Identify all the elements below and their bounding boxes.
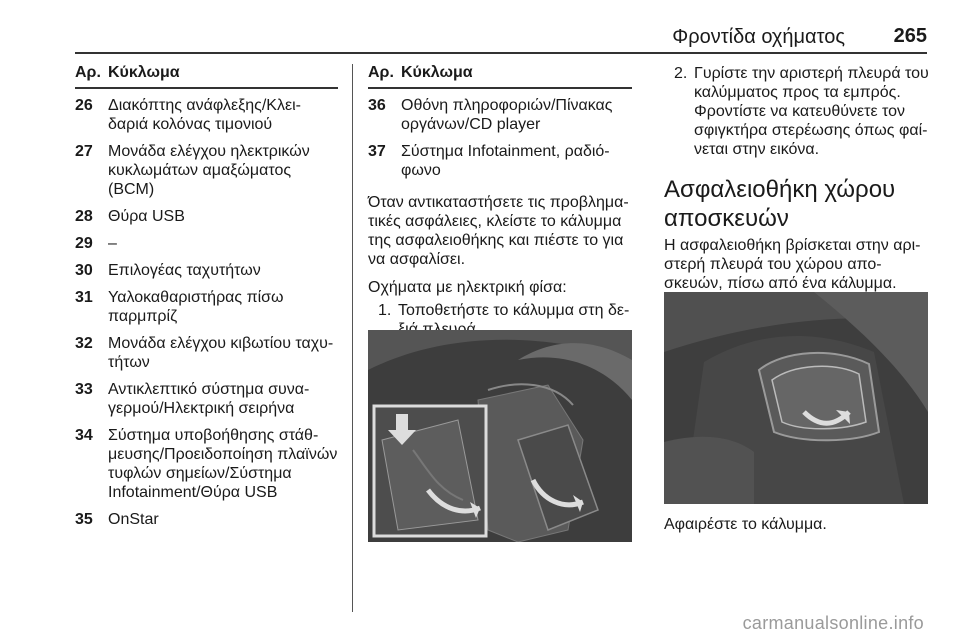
dashboard-fuse-cover-drawing bbox=[368, 330, 632, 542]
fuse-circuit: – bbox=[108, 235, 117, 252]
col-header-no: Αρ. bbox=[368, 64, 394, 81]
table-header-continued bbox=[368, 64, 632, 89]
fuse-row bbox=[75, 334, 338, 372]
fuse-number: 33 bbox=[75, 381, 93, 398]
fuse-row bbox=[75, 234, 338, 253]
fuse-row bbox=[368, 142, 632, 180]
section-text: Η ασφαλειοθήκη βρίσκεται στην αρι-στερή πλευρά του χώρου απο-σκευών, πίσω από ένα κάλυμμα. bbox=[664, 237, 921, 292]
fuse-cover-illustration bbox=[368, 330, 632, 542]
col-header-circuit: Κύκλωμα bbox=[401, 64, 473, 81]
fuse-circuit: Επιλογέας ταχυτήτων bbox=[108, 262, 261, 279]
step-number: 1. bbox=[378, 302, 392, 319]
fuse-row bbox=[75, 288, 338, 326]
fuse-table-left bbox=[75, 64, 338, 529]
table-header bbox=[75, 64, 338, 89]
page-header bbox=[75, 22, 927, 54]
fuse-row bbox=[75, 207, 338, 226]
fuse-row bbox=[75, 142, 338, 199]
fuse-row bbox=[75, 380, 338, 418]
fuse-row bbox=[75, 426, 338, 502]
fuse-row bbox=[368, 96, 632, 134]
figure-caption: Αφαιρέστε το κάλυμμα. bbox=[664, 516, 827, 533]
fuse-row bbox=[75, 96, 338, 134]
step-text: Γυρίστε την αριστερή πλευρά του καλύμματος προς τα εμπρός. Φροντίστε να κατευθύνετε τον σφιγκτήρα στερέωσης όπως φαί-νεται στην εικόνα. bbox=[694, 65, 929, 158]
fuse-circuit: Σύστημα Infotainment, ραδιό-φωνο bbox=[401, 143, 610, 179]
col-header-no: Αρ. bbox=[75, 64, 101, 81]
fuse-circuit: OnStar bbox=[108, 511, 159, 528]
fuse-number: 26 bbox=[75, 97, 93, 114]
fuse-circuit: Υαλοκαθαριστήρας πίσω παρμπρίζ bbox=[108, 289, 284, 325]
replace-fuse-paragraph: Όταν αντικαταστήσετε τις προβλημα-τικές ασφάλειες, κλείστε το κάλυμμα της ασφαλειοθήκης και πιέστε το για να ασφαλίσει. bbox=[368, 194, 629, 268]
page-number: 265 bbox=[893, 25, 927, 47]
section-title: Ασφαλειοθήκη χώρου αποσκευών bbox=[664, 176, 896, 232]
step-number: 2. bbox=[674, 65, 688, 82]
fuse-number: 32 bbox=[75, 335, 93, 352]
fuse-number: 36 bbox=[368, 97, 386, 114]
middle-column bbox=[368, 64, 632, 339]
fuse-row bbox=[75, 510, 338, 529]
step-text: Τοποθετήστε το κάλυμμα στη δε- bbox=[398, 302, 630, 319]
fuse-circuit: Μονάδα ελέγχου ηλεκτρικών κυκλωμάτων αμαξώματος (BCM) bbox=[108, 143, 310, 198]
right-column bbox=[664, 64, 929, 293]
step-2 bbox=[664, 64, 929, 159]
fuse-number: 29 bbox=[75, 235, 93, 252]
fuse-number: 34 bbox=[75, 427, 93, 444]
column-divider bbox=[352, 64, 353, 612]
fuse-circuit: Οθόνη πληροφοριών/Πίνακας οργάνων/CD player bbox=[401, 97, 613, 133]
fuse-number: 37 bbox=[368, 143, 386, 160]
trunk-fuse-cover-drawing bbox=[664, 292, 928, 504]
fuse-circuit: Σύστημα υποβοήθησης στάθ-μευσης/Προειδοποίηση πλαϊνών τυφλών σημείων/Σύστημα Infotainment/Θύρα USB bbox=[108, 427, 338, 501]
col-header-circuit: Κύκλωμα bbox=[108, 64, 180, 81]
fuse-number: 27 bbox=[75, 143, 93, 160]
fuse-number: 35 bbox=[75, 511, 93, 528]
fuse-number: 31 bbox=[75, 289, 93, 306]
fuse-circuit: Μονάδα ελέγχου κιβωτίου ταχυ-τήτων bbox=[108, 335, 334, 371]
fuse-row bbox=[75, 261, 338, 280]
trunk-cover-illustration bbox=[664, 292, 928, 504]
fuse-circuit: Αντικλεπτικό σύστημα συνα-γερμού/Ηλεκτρική σειρήνα bbox=[108, 381, 310, 417]
fuse-number: 28 bbox=[75, 208, 93, 225]
chapter-title: Φροντίδα οχήματος bbox=[672, 26, 845, 48]
ev-label: Οχήματα με ηλεκτρική φίσα: bbox=[368, 279, 567, 296]
fuse-circuit: Διακόπτης ανάφλεξης/Κλει-δαριά κολόνας τιμονιού bbox=[108, 97, 301, 133]
fuse-number: 30 bbox=[75, 262, 93, 279]
fuse-circuit: Θύρα USB bbox=[108, 208, 185, 225]
watermark: carmanualsonline.info bbox=[742, 613, 924, 633]
